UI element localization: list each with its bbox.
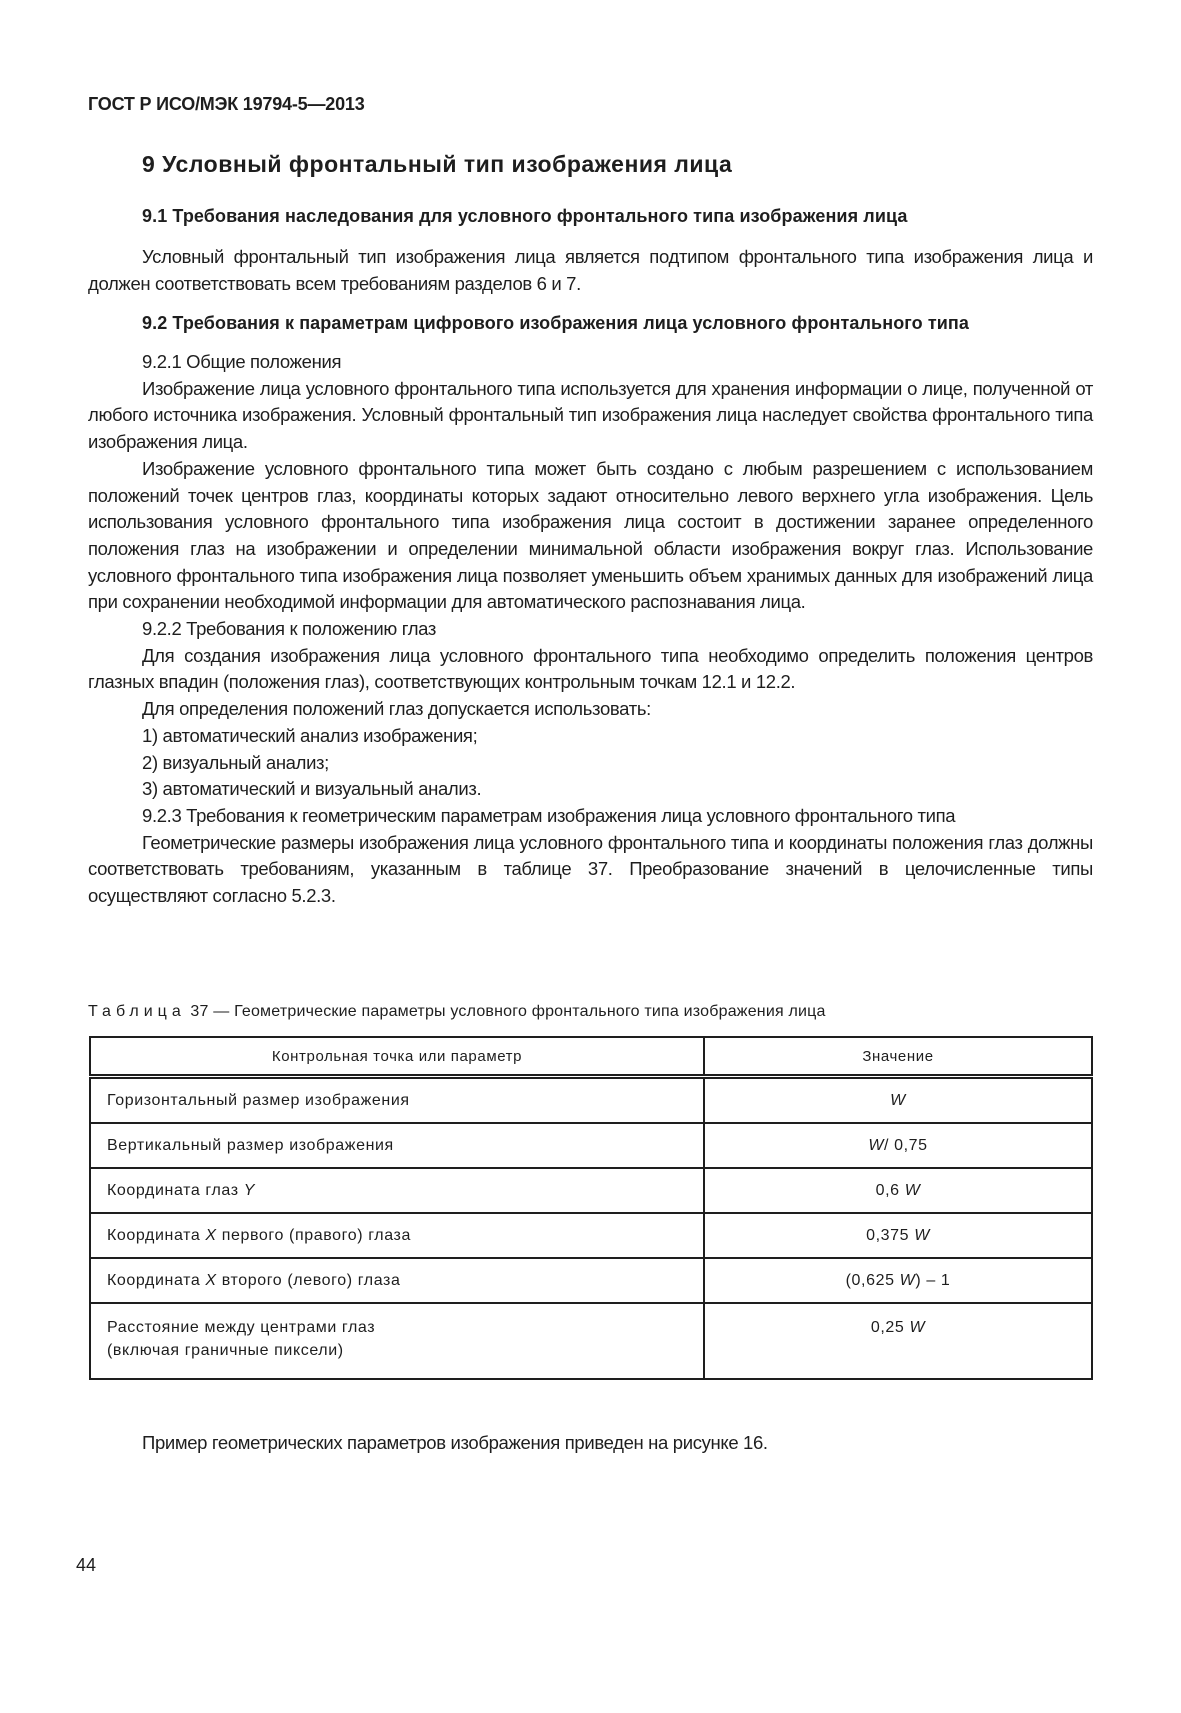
table-caption-text: 37 — Геометрические параметры условного фронтального типа изображения лица bbox=[185, 1003, 826, 1020]
param-text: Координата глаз bbox=[107, 1181, 244, 1199]
section-title: 9 Условный фронтальный тип изображения лица bbox=[142, 151, 733, 177]
table-row bbox=[90, 1303, 1092, 1379]
column-header-parameter: Контрольная точка или параметр bbox=[90, 1037, 704, 1077]
section-9-2-body bbox=[88, 349, 1093, 910]
document-code: ГОСТ Р ИСО/МЭК 19794-5—2013 bbox=[88, 94, 365, 114]
paragraph-text: Условный фронтальный тип изображения лица является подтипом фронтального типа изображения лица и должен соответствовать всем требованиям разделов 6 и 7. bbox=[88, 246, 1093, 294]
column-header-value: Значение bbox=[704, 1037, 1092, 1077]
paragraph: Изображение лица условного фронтального типа используется для хранения информации о лице, полученной от любого источника изображения. Условный фронтальный тип изображения лица наследует свойства фронтального типа изображения лица. bbox=[88, 377, 1093, 453]
subsection-heading-9-2: 9.2 Требования к параметрам цифрового изображения лица условного фронтального типа bbox=[142, 313, 970, 333]
paragraph: Для определения положений глаз допускается использовать: bbox=[142, 698, 651, 720]
param-text: Координата bbox=[107, 1271, 206, 1289]
parameters-table bbox=[89, 1036, 1093, 1380]
param-cell bbox=[90, 1213, 704, 1258]
page-number: 44 bbox=[76, 1555, 97, 1575]
param-variable: Y bbox=[243, 1181, 255, 1199]
param-cell bbox=[90, 1123, 704, 1168]
paragraph: Для создания изображения лица условного фронтального типа необходимо определить положения центров глазных впадин (положения глаз), соответствующих контрольным точкам 12.1 и 12.2. bbox=[88, 644, 1093, 693]
value-cell bbox=[704, 1077, 1092, 1124]
value-variable: W bbox=[914, 1226, 930, 1244]
list-item: 3) автоматический и визуальный анализ. bbox=[142, 778, 482, 800]
value-variable: W bbox=[909, 1319, 926, 1336]
value-cell bbox=[704, 1213, 1092, 1258]
figure-reference-text: Пример геометрических параметров изображения приведен на рисунке 16. bbox=[142, 1432, 768, 1453]
param-text-rest: второго (левого) глаза bbox=[216, 1271, 401, 1289]
value-variable: W bbox=[868, 1136, 885, 1154]
param-text-line-1: Расстояние между центрами глаз bbox=[107, 1319, 376, 1336]
param-cell bbox=[90, 1258, 704, 1303]
value-suffix: / 0,75 bbox=[884, 1136, 928, 1154]
table-row bbox=[90, 1213, 1092, 1258]
table-caption-label: Таблица bbox=[88, 1003, 186, 1020]
param-text-rest: первого (правого) глаза bbox=[216, 1226, 411, 1244]
table-caption bbox=[88, 1003, 826, 1021]
value-prefix: 0,375 bbox=[866, 1226, 915, 1244]
value-prefix: 0,6 bbox=[875, 1181, 905, 1199]
table-row bbox=[90, 1077, 1092, 1124]
paragraph-9-1 bbox=[88, 244, 1093, 297]
clause-heading-9-2-1: 9.2.1 Общие положения bbox=[142, 351, 342, 372]
list-item: 2) визуальный анализ; bbox=[142, 751, 329, 773]
value-variable: W bbox=[904, 1181, 921, 1199]
param-text: Горизонтальный размер изображения bbox=[107, 1091, 410, 1109]
param-text-line-2: (включая граничные пиксели) bbox=[107, 1342, 344, 1359]
table-row bbox=[90, 1258, 1092, 1303]
value-variable: W bbox=[890, 1091, 906, 1109]
table-row bbox=[90, 1123, 1092, 1168]
value-variable: W bbox=[899, 1271, 916, 1289]
param-cell bbox=[90, 1303, 704, 1379]
paragraph: Изображение условного фронтального типа может быть создано с любым разрешением с использованием положений точек центров глаз, координаты которых задают относительно левого верхнего угла изображения. Цель использования условного фронтального типа изображения лица состоит в достижении заранее определенного положения глаз на изображении и определении минимальной области изображения вокруг глаз. Использование условного фронтального типа изображения лица позволяет уменьшить объем хранимых данных для изображений лица при сохранении необходимой информации для автоматического распознавания лица. bbox=[88, 457, 1093, 613]
value-cell bbox=[704, 1123, 1092, 1168]
table-row bbox=[90, 1168, 1092, 1213]
param-cell bbox=[90, 1168, 704, 1213]
value-suffix: ) – 1 bbox=[915, 1271, 951, 1289]
value-prefix: 0,25 bbox=[870, 1319, 910, 1336]
value-prefix: (0,625 bbox=[845, 1271, 900, 1289]
param-text: Вертикальный размер изображения bbox=[107, 1136, 394, 1154]
param-variable: X bbox=[205, 1226, 217, 1244]
table-header-row bbox=[90, 1037, 1092, 1077]
param-text: Координата bbox=[107, 1226, 206, 1244]
list-item: 1) автоматический анализ изображения; bbox=[142, 724, 478, 746]
param-cell bbox=[90, 1077, 704, 1124]
value-cell bbox=[704, 1303, 1092, 1379]
subsection-heading-9-1: 9.1 Требования наследования для условного фронтального типа изображения лица bbox=[142, 206, 908, 226]
value-cell bbox=[704, 1258, 1092, 1303]
clause-heading-9-2-2: 9.2.2 Требования к положению глаз bbox=[142, 618, 437, 640]
paragraph: Геометрические размеры изображения лица условного фронтального типа и координаты положения глаз должны соответствовать требованиям, указанным в таблице 37. Преобразование значений в целочисленные типы осуществляют согласно 5.2.3. bbox=[88, 831, 1093, 907]
param-variable: X bbox=[205, 1271, 217, 1289]
clause-heading-9-2-3: 9.2.3 Требования к геометрическим параметрам изображения лица условного фронтального типа bbox=[142, 804, 956, 826]
value-cell bbox=[704, 1168, 1092, 1213]
